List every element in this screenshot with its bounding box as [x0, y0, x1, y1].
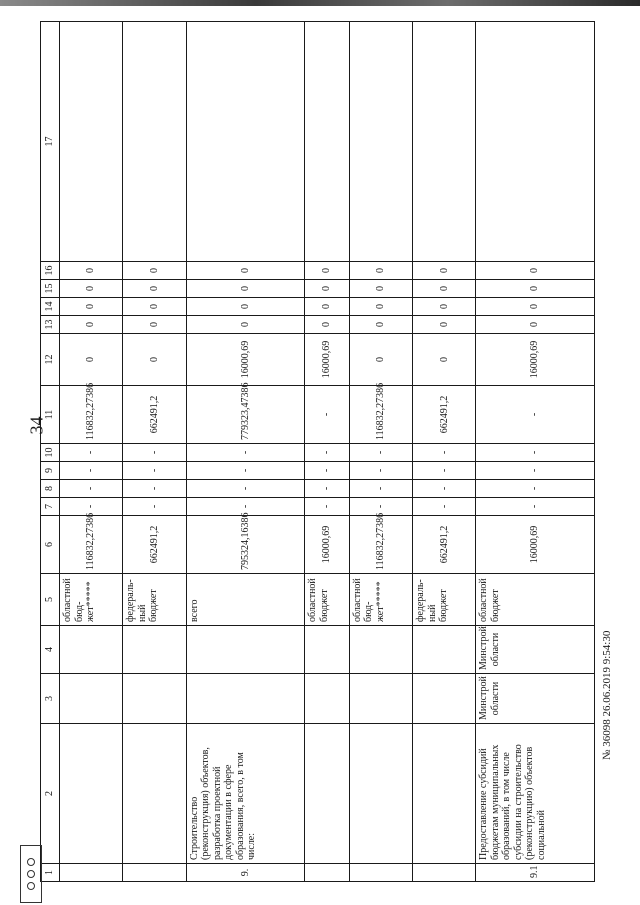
cell-col-4 — [413, 626, 476, 674]
cell-col-4 — [186, 626, 305, 674]
document-footer: № 36098 26.06.2019 9:54:30 — [601, 630, 613, 760]
cell-col-9: - — [186, 462, 305, 480]
col-number: 2 — [41, 724, 60, 864]
cell-col-5: областной бюджет — [476, 574, 595, 626]
cell-col-9: - — [349, 462, 412, 480]
cell-col-15: 0 — [413, 280, 476, 298]
cell-col-8: - — [349, 480, 412, 498]
cell-col-13: 0 — [305, 316, 350, 334]
cell-col-3 — [349, 674, 412, 724]
page-number: 34 — [26, 416, 47, 435]
cell-col-17 — [60, 22, 123, 262]
cell-col-16: 0 — [476, 262, 595, 280]
cell-col-6: 795324,16386 — [186, 516, 305, 574]
cell-col-8: - — [123, 480, 186, 498]
cell-col-10: - — [413, 444, 476, 462]
scan-edge — [0, 0, 640, 6]
cell-col-12: 0 — [349, 334, 412, 386]
col-number: 11 — [41, 386, 60, 444]
cell-col-1 — [413, 864, 476, 882]
col-number: 10 — [41, 444, 60, 462]
col-number: 17 — [41, 22, 60, 262]
col-number: 3 — [41, 674, 60, 724]
cell-col-7: - — [413, 498, 476, 516]
cell-col-1 — [123, 864, 186, 882]
budget-table — [40, 21, 595, 882]
cell-col-7: - — [186, 498, 305, 516]
cell-col-14: 0 — [123, 298, 186, 316]
cell-col-6: 116832,27386 — [60, 516, 123, 574]
cell-col-12: 16000,69 — [305, 334, 350, 386]
cell-col-14: 0 — [186, 298, 305, 316]
cell-col-14: 0 — [476, 298, 595, 316]
cell-col-9: - — [123, 462, 186, 480]
cell-col-9: - — [305, 462, 350, 480]
table-row — [476, 22, 595, 882]
cell-col-12: 0 — [413, 334, 476, 386]
cell-col-4: Минстрой области — [476, 626, 595, 674]
cell-col-16: 0 — [413, 262, 476, 280]
cell-col-6: 16000,69 — [305, 516, 350, 574]
col-number: 4 — [41, 626, 60, 674]
cell-col-14: 0 — [413, 298, 476, 316]
cell-col-3 — [186, 674, 305, 724]
cell-col-10: - — [305, 444, 350, 462]
cell-col-12: 16000,69 — [476, 334, 595, 386]
col-number: 15 — [41, 280, 60, 298]
table-row — [60, 22, 123, 882]
cell-col-9: - — [60, 462, 123, 480]
cell-col-15: 0 — [186, 280, 305, 298]
cell-col-12: 16000,69 — [186, 334, 305, 386]
cell-col-4 — [123, 626, 186, 674]
cell-col-6: 116832,27386 — [349, 516, 412, 574]
cell-col-15: 0 — [305, 280, 350, 298]
cell-col-7: - — [60, 498, 123, 516]
column-number-row — [41, 22, 60, 882]
col-number: 12 — [41, 334, 60, 386]
cell-col-17 — [413, 22, 476, 262]
col-number: 1 — [41, 864, 60, 882]
cell-col-16: 0 — [186, 262, 305, 280]
cell-col-8: - — [60, 480, 123, 498]
cell-col-10: - — [123, 444, 186, 462]
cell-col-7: - — [123, 498, 186, 516]
table-row — [349, 22, 412, 882]
cell-col-5: федераль-ный бюджет — [123, 574, 186, 626]
cell-col-11: 116832,27386 — [349, 386, 412, 444]
cell-col-16: 0 — [123, 262, 186, 280]
cell-col-3 — [305, 674, 350, 724]
cell-col-9: - — [413, 462, 476, 480]
cell-col-8: - — [186, 480, 305, 498]
cell-col-14: 0 — [60, 298, 123, 316]
cell-col-14: 0 — [305, 298, 350, 316]
cell-col-10: - — [349, 444, 412, 462]
cell-col-10: - — [476, 444, 595, 462]
cell-col-15: 0 — [123, 280, 186, 298]
cell-col-5: всего — [186, 574, 305, 626]
cell-col-15: 0 — [60, 280, 123, 298]
table-row — [305, 22, 350, 882]
cell-col-2: Строительство (реконструкция) объектов, разработка проектной документации в сфере образования, всего, в том числе: — [186, 724, 305, 864]
cell-col-2 — [349, 724, 412, 864]
cell-col-17 — [476, 22, 595, 262]
cell-col-3 — [60, 674, 123, 724]
cell-col-11: - — [305, 386, 350, 444]
table-row — [123, 22, 186, 882]
cell-col-1: 9. — [186, 864, 305, 882]
cell-col-15: 0 — [349, 280, 412, 298]
cell-col-1: 9.1 — [476, 864, 595, 882]
cell-col-4 — [305, 626, 350, 674]
cell-col-2: Предоставление субсидий бюджетам муниципальных образований, в том числе субсидии на строительство (реконструкцию) объектов социальной — [476, 724, 595, 864]
cell-col-13: 0 — [123, 316, 186, 334]
cell-col-11: - — [476, 386, 595, 444]
cell-col-4 — [349, 626, 412, 674]
cell-col-7: - — [349, 498, 412, 516]
cell-col-13: 0 — [413, 316, 476, 334]
cell-col-3 — [413, 674, 476, 724]
cell-col-12: 0 — [123, 334, 186, 386]
cell-col-6: 16000,69 — [476, 516, 595, 574]
cell-col-17 — [305, 22, 350, 262]
cell-col-8: - — [476, 480, 595, 498]
cell-col-13: 0 — [349, 316, 412, 334]
cell-col-12: 0 — [60, 334, 123, 386]
col-number: 5 — [41, 574, 60, 626]
cell-col-7: - — [476, 498, 595, 516]
cell-col-10: - — [60, 444, 123, 462]
col-number: 8 — [41, 480, 60, 498]
cell-col-2 — [413, 724, 476, 864]
cell-col-13: 0 — [60, 316, 123, 334]
cell-col-1 — [349, 864, 412, 882]
cell-col-5: областной бюд-жет***** — [60, 574, 123, 626]
cell-col-17 — [123, 22, 186, 262]
cell-col-7: - — [305, 498, 350, 516]
cell-col-6: 662491,2 — [413, 516, 476, 574]
table-row — [186, 22, 305, 882]
cell-col-16: 0 — [305, 262, 350, 280]
table-row — [413, 22, 476, 882]
cell-col-14: 0 — [349, 298, 412, 316]
cell-col-8: - — [305, 480, 350, 498]
cell-col-5: областной бюд-жет***** — [349, 574, 412, 626]
cell-col-6: 662491,2 — [123, 516, 186, 574]
cell-col-13: 0 — [476, 316, 595, 334]
cell-col-5: федераль-ный бюджет — [413, 574, 476, 626]
rotated-table-container — [40, 22, 595, 882]
col-number: 13 — [41, 316, 60, 334]
cell-col-1 — [60, 864, 123, 882]
col-number: 9 — [41, 462, 60, 480]
col-number: 6 — [41, 516, 60, 574]
col-number: 14 — [41, 298, 60, 316]
col-number: 16 — [41, 262, 60, 280]
cell-col-10: - — [186, 444, 305, 462]
cell-col-11: 662491,2 — [123, 386, 186, 444]
cell-col-1 — [305, 864, 350, 882]
cell-col-16: 0 — [60, 262, 123, 280]
cell-col-15: 0 — [476, 280, 595, 298]
cell-col-3: Минстрой области — [476, 674, 595, 724]
cell-col-11: 662491,2 — [413, 386, 476, 444]
cell-col-5: областной бюджет — [305, 574, 350, 626]
table-body — [60, 22, 595, 882]
cell-col-11: 116832,27386 — [60, 386, 123, 444]
cell-col-4 — [60, 626, 123, 674]
cell-col-2 — [123, 724, 186, 864]
cell-col-2 — [305, 724, 350, 864]
cell-col-17 — [349, 22, 412, 262]
cell-col-3 — [123, 674, 186, 724]
cell-col-9: - — [476, 462, 595, 480]
cell-col-11: 779323,47386 — [186, 386, 305, 444]
cell-col-17 — [186, 22, 305, 262]
cell-col-2 — [60, 724, 123, 864]
cell-col-13: 0 — [186, 316, 305, 334]
col-number: 7 — [41, 498, 60, 516]
cell-col-16: 0 — [349, 262, 412, 280]
cell-col-8: - — [413, 480, 476, 498]
